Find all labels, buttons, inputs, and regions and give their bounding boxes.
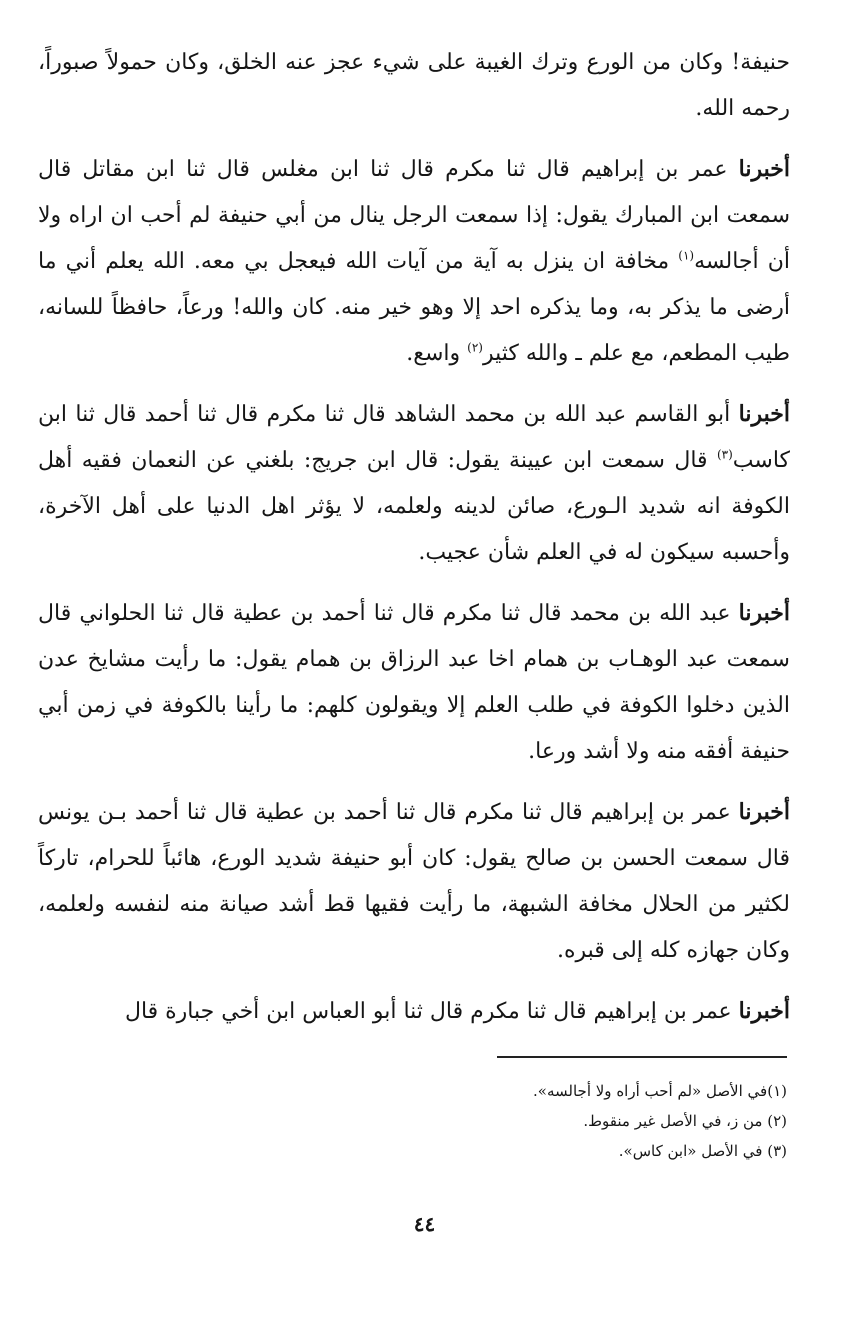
footnote-1: (١)في الأصل «لم أحب أراه ولا أجالسه». [533,1082,787,1100]
paragraph-6 [38,988,790,1035]
paragraph-4-text: عبد الله بن محمد قال ثنا مكرم قال ثنا أحمد بن عطية قال ثنا الحلواني قال سمعت عبد الوهـاب بن همام اخا عبد الرزاق بن همام يقول: ما رأيت مشايخ عدن الذين دخلوا الكوفة في طلب العلم إلا ويقولون كلهم: ما رأينا بالكوفة في زمن أبي حنيفة أفقه منه ولا أشد ورعا. [38,601,790,764]
paragraph-2-text-c: واسع. [406,341,468,366]
paragraph-1-text: حنيفة! وكان من الورع وترك الغيبة على شيء عجز عنه الخلق، وكان حمولاً صبوراً، رحمه الله. [38,50,790,121]
paragraph-1 [38,40,790,132]
paragraph-3-text-b: قال سمعت ابن عيينة يقول: قال ابن جريج: بلغني عن النعمان فقيه أهل الكوفة انه شديد الـورع، صائن لدينه ولعلمه، لا يؤثر اهل الدنيا على أهل الآخرة، وأحسبه سيكون له في العلم شأن عجيب. [38,448,790,565]
paragraph-2 [38,146,790,377]
main-text [38,40,790,1049]
paragraph-6-text: عمر بن إبراهيم قال ثنا مكرم قال ثنا أبو العباس ابن أخي جبارة قال [124,999,739,1024]
paragraph-5-lead: أخبرنا [738,799,790,825]
paragraph-2-lead: أخبرنا [738,156,790,182]
page-number: ٤٤ [413,1212,436,1236]
paragraph-3-lead: أخبرنا [738,401,790,427]
footnote-ref-1: (١) [678,248,695,263]
footnote-ref-3: (٣) [716,447,733,462]
footnote-3: (٣) في الأصل «ابن كاس». [618,1142,787,1160]
paragraph-6-lead: أخبرنا [738,998,790,1024]
paragraph-3-text-a: أبو القاسم عبد الله بن محمد الشاهد قال ثنا مكرم قال ثنا أحمد قال ثنا ابن كاسب [38,402,790,473]
paragraph-5 [38,789,790,974]
paragraph-2-text-b: مخافة ان ينزل به آية من آيات الله فيعجل بي معه. الله يعلم أني ما أرضى ما يذكر به، وما يذكره احد إلا وهو خير منه. كان والله! ورعاً، حافظاً للسانه، طيب المطعم، مع علم ـ والله كثير [38,249,790,366]
paragraph-3 [38,391,790,576]
paragraph-2-text-a: عمر بن إبراهيم قال ثنا مكرم قال ثنا ابن مغلس قال ثنا ابن مقاتل قال سمعت ابن المبارك يقول: إذا سمعت الرجل ينال من أبي حنيفة لم أحب ان اراه ولا أن أجالسه [38,157,790,274]
footnote-divider [497,1056,787,1058]
paragraph-5-text: عمر بن إبراهيم قال ثنا مكرم قال ثنا أحمد بن عطية قال ثنا أحمد بـن يونس قال سمعت الحسن بن صالح يقول: كان أبو حنيفة شديد الورع، هائباً للحرام، تاركاً لكثير من الحلال مخافة الشبهة، ما رأيت فقيها قط أشد صيانة منه لنفسه ولعلمه، وكان جهازه كله إلى قبره. [38,800,790,963]
footnotes [287,1076,787,1166]
paragraph-4-lead: أخبرنا [738,600,790,626]
footnote-2: (٢) من ز، في الأصل غير منقوط. [583,1112,787,1130]
footnote-ref-2: (٢) [467,340,483,355]
paragraph-4 [38,590,790,775]
